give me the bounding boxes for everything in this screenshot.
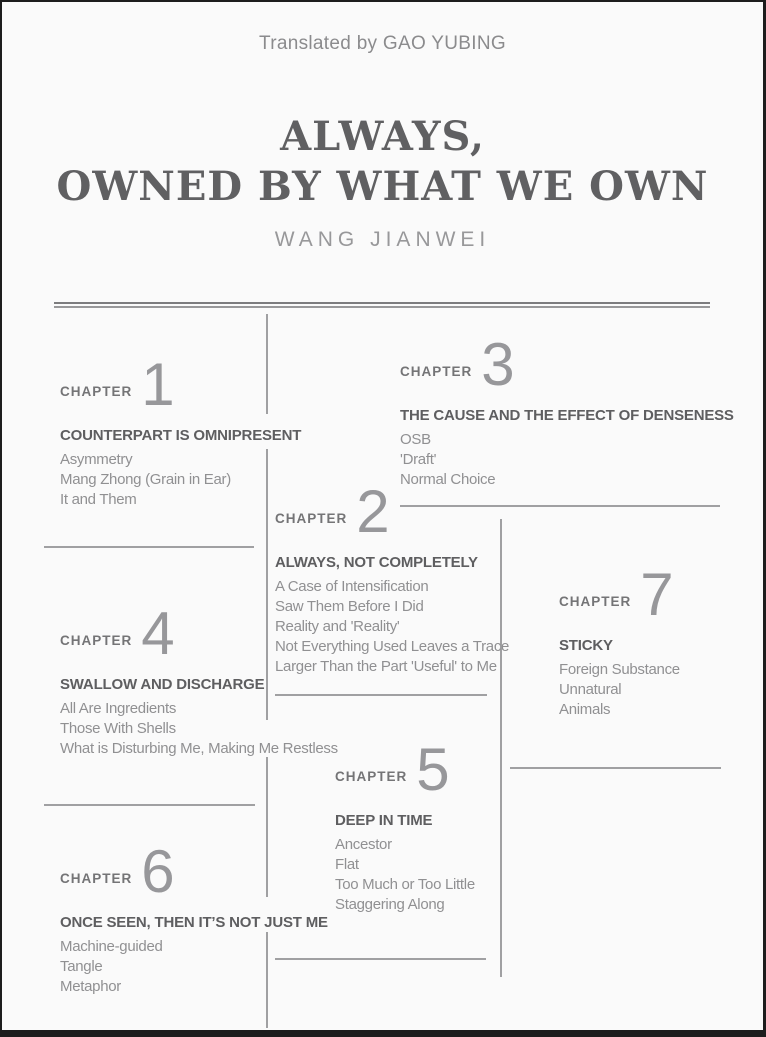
chapter-label: CHAPTER <box>559 594 632 609</box>
toc-item: Staggering Along <box>335 896 445 913</box>
toc-item: OSB <box>400 431 431 448</box>
chapter-block-3 <box>400 331 734 490</box>
toc-item: A Case of Intensification <box>275 578 429 595</box>
chapter-title: ALWAYS, NOT COMPLETELY <box>275 554 478 571</box>
chapter-label: CHAPTER <box>60 871 133 886</box>
toc-item: Foreign Substance <box>559 661 680 678</box>
chapter-items <box>559 660 680 720</box>
chapter-number: 4 <box>141 600 175 667</box>
translator-line: Translated by GAO YUBING <box>259 33 506 54</box>
toc-item: Saw Them Before I Did <box>275 598 424 615</box>
horizontal-divider-left-1 <box>44 546 254 548</box>
chapter-title: SWALLOW AND DISCHARGE <box>60 676 265 693</box>
chapter-number: 7 <box>640 561 674 628</box>
horizontal-divider-under-ch7 <box>510 767 721 769</box>
toc-item: Flat <box>335 856 359 873</box>
chapter-title: COUNTERPART IS OMNIPRESENT <box>60 427 302 444</box>
chapter-number: 6 <box>141 838 175 905</box>
book-title-line2: OWNED BY WHAT WE OWN <box>56 163 709 210</box>
chapter-label: CHAPTER <box>60 633 133 648</box>
toc-item: Reality and 'Reality' <box>275 618 400 635</box>
chapter-label: CHAPTER <box>400 364 473 379</box>
double-rule <box>54 302 710 308</box>
toc-item: It and Them <box>60 491 137 508</box>
chapter-block-4 <box>60 600 338 759</box>
chapter-number: 2 <box>356 478 390 545</box>
chapter-header <box>60 351 301 418</box>
toc-item: Not Everything Used Leaves a Trace <box>275 638 510 655</box>
toc-item: Mang Zhong (Grain in Ear) <box>60 471 231 488</box>
chapter-number: 1 <box>141 351 175 418</box>
toc-item: Animals <box>559 701 611 718</box>
toc-item: Metaphor <box>60 978 121 995</box>
chapter-header <box>60 600 338 667</box>
toc-item: What is Disturbing Me, Making Me Restless <box>60 740 338 757</box>
toc-item: Machine-guided <box>60 938 163 955</box>
chapter-title: ONCE SEEN, THEN IT’S NOT JUST ME <box>60 914 328 931</box>
chapter-block-7 <box>559 561 680 720</box>
chapter-items <box>60 937 328 997</box>
author-name: WANG JIANWEI <box>274 228 491 251</box>
chapter-items <box>60 450 301 510</box>
chapter-title: THE CAUSE AND THE EFFECT OF DENSENESS <box>400 407 734 424</box>
chapter-title: DEEP IN TIME <box>335 812 433 829</box>
toc-item: Larger Than the Part 'Useful' to Me <box>275 658 497 675</box>
chapter-header <box>60 838 328 905</box>
chapter-label: CHAPTER <box>275 511 348 526</box>
toc-item: All Are Ingredients <box>60 700 177 717</box>
chapter-header <box>400 331 734 398</box>
chapter-number: 5 <box>416 736 450 803</box>
toc-item: Asymmetry <box>60 451 133 468</box>
toc-item: Ancestor <box>335 836 392 853</box>
horizontal-divider-left-2 <box>44 804 255 806</box>
chapter-header <box>559 561 680 628</box>
chapter-label: CHAPTER <box>60 384 133 399</box>
chapter-items <box>400 430 734 490</box>
chapter-label: CHAPTER <box>335 769 408 784</box>
chapter-header <box>335 736 475 803</box>
chapter-block-6 <box>60 838 328 997</box>
book-title <box>2 112 763 212</box>
toc-item: Too Much or Too Little <box>335 876 475 893</box>
toc-item: Normal Choice <box>400 471 496 488</box>
chapter-number: 3 <box>481 331 515 398</box>
toc-item: Tangle <box>60 958 103 975</box>
chapter-block-1 <box>60 351 302 510</box>
chapter-block-5 <box>335 736 475 915</box>
chapter-title: STICKY <box>559 637 613 654</box>
chapter-items <box>60 699 338 759</box>
chapter-items <box>335 835 475 915</box>
book-title-line1: ALWAYS, <box>280 113 485 160</box>
toc-item: Unnatural <box>559 681 622 698</box>
toc-item: Those With Shells <box>60 720 176 737</box>
toc-item: 'Draft' <box>400 451 437 468</box>
